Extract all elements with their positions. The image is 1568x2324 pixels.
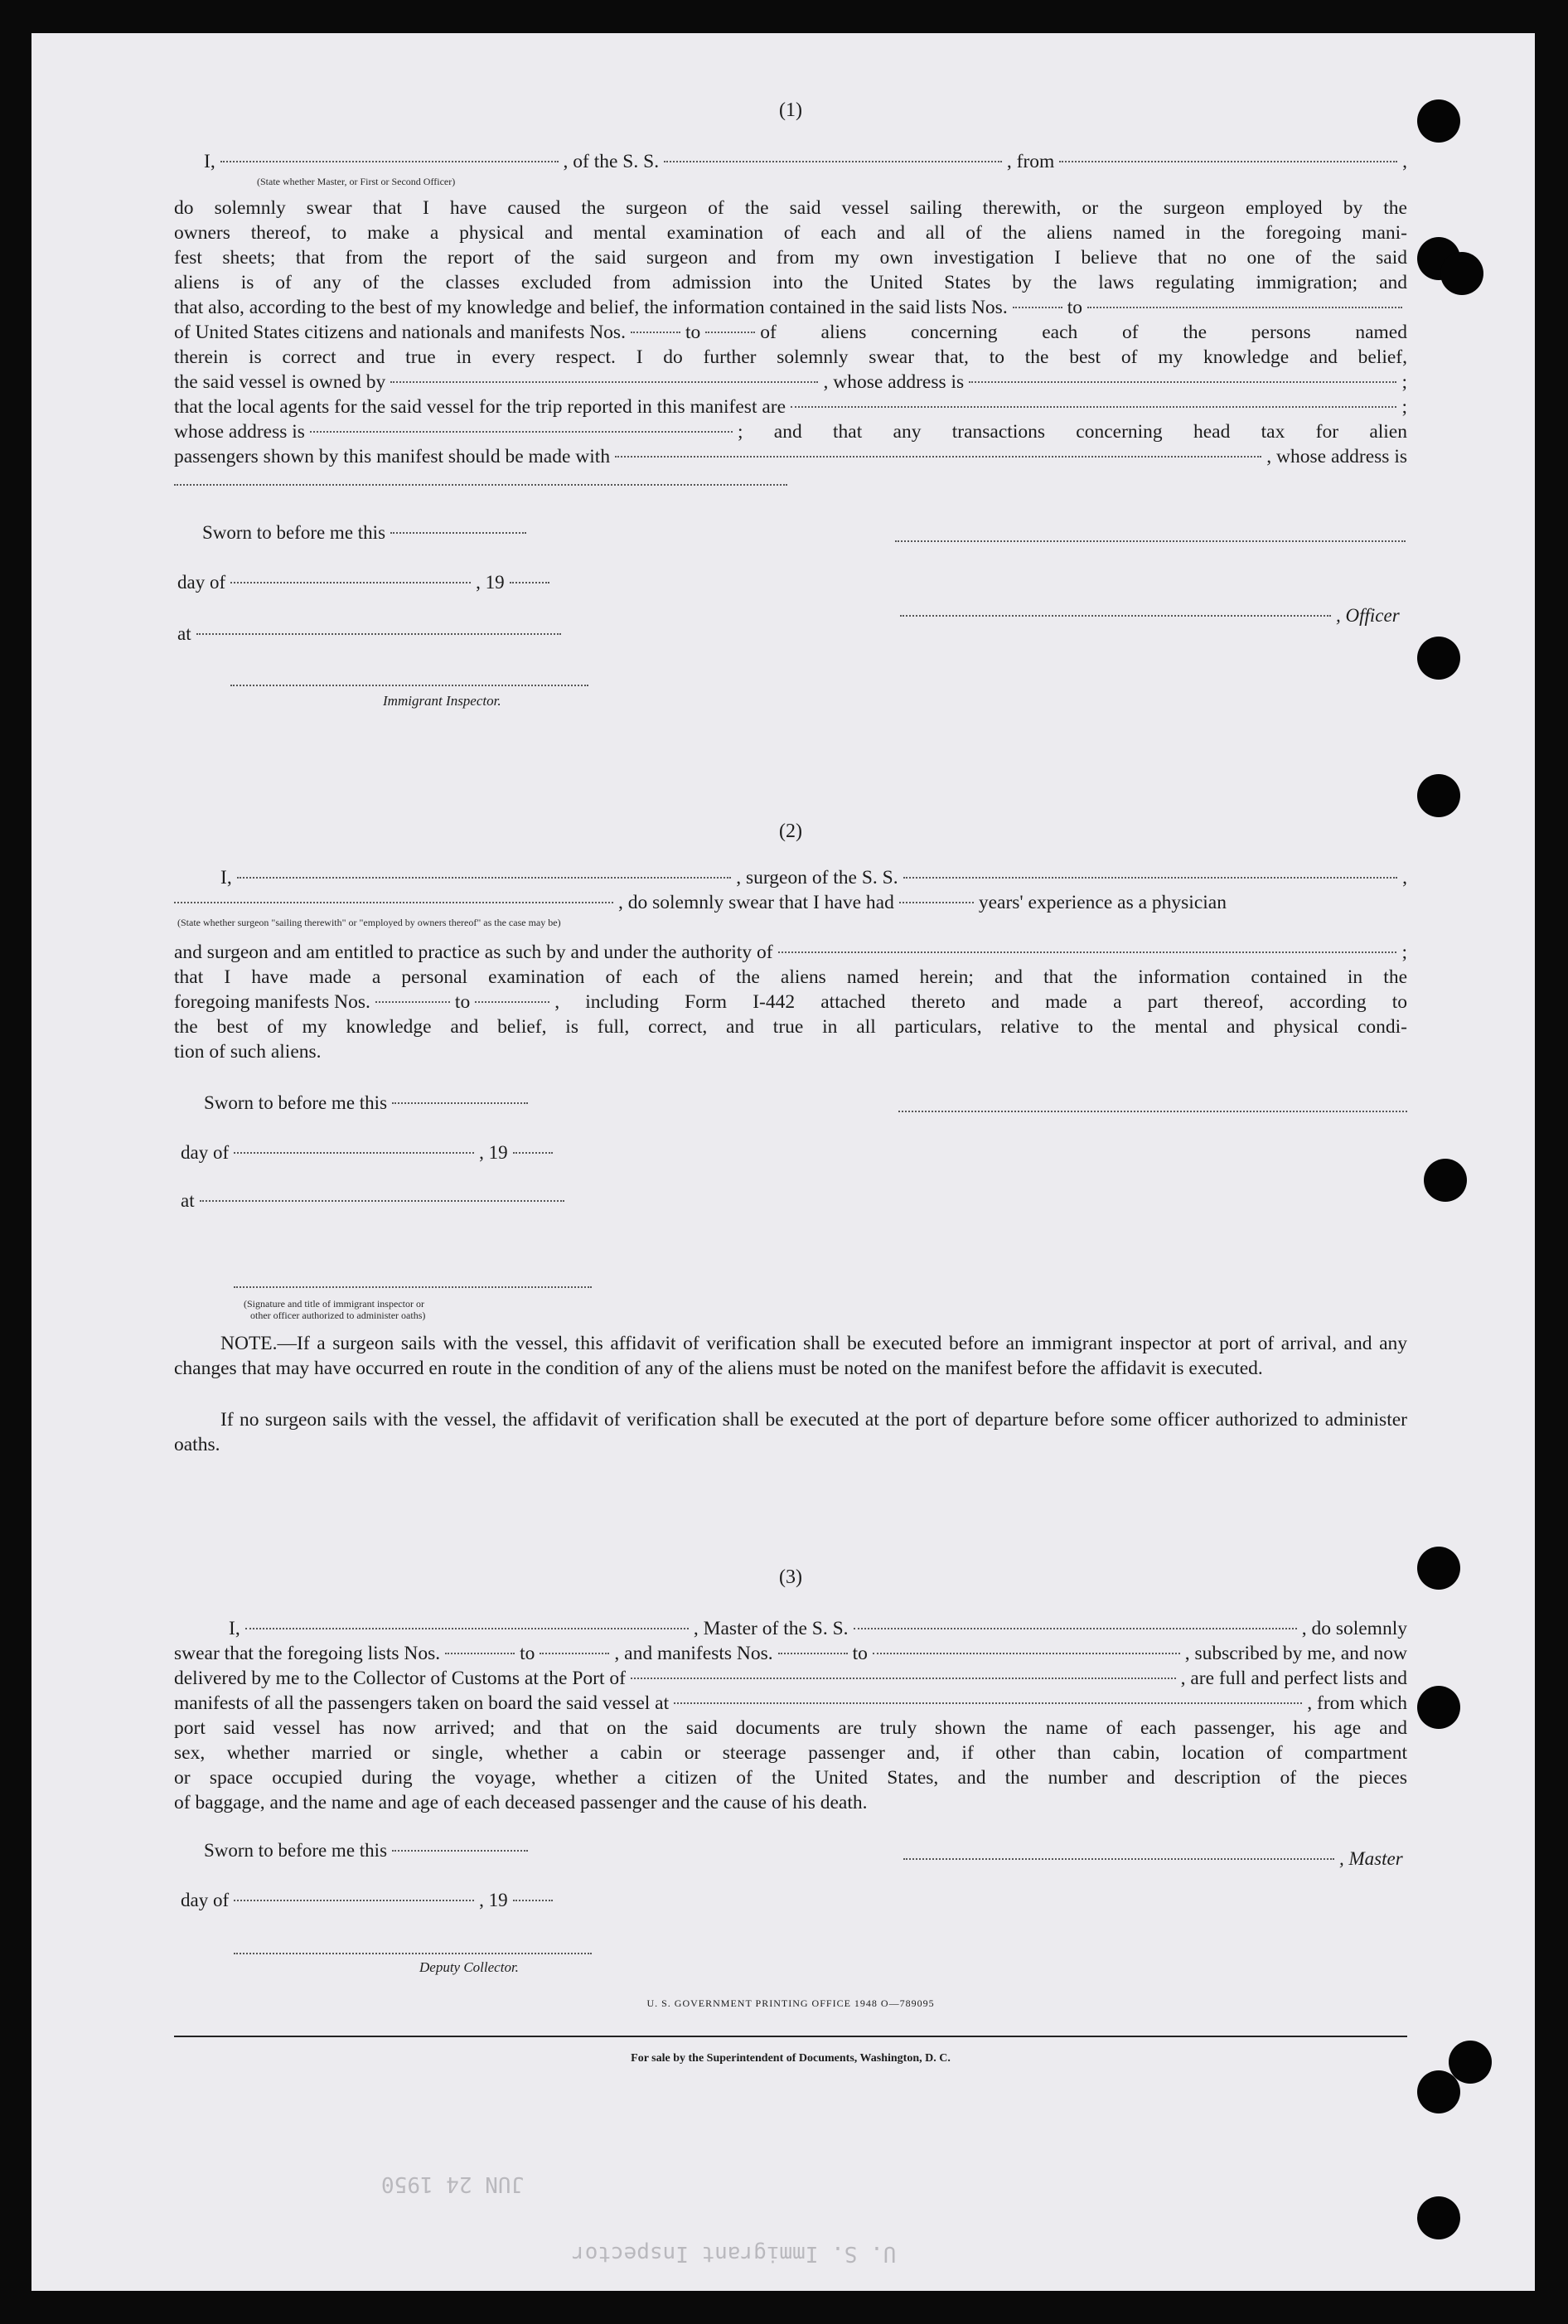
vessel-name-field[interactable] xyxy=(664,161,1002,162)
s3-body-1: port said vessel has now arrived; and that on the said documents are truly shown the name of each passenger, his age and xyxy=(174,1717,1407,1739)
local-agents-field[interactable] xyxy=(791,406,1396,408)
s3-line-1: I, , Master of the S. S. , do solemnly xyxy=(229,1618,1407,1639)
head-tax-address-field[interactable] xyxy=(174,484,787,486)
s1-sworn-date-field[interactable] xyxy=(390,532,526,534)
departure-port-field[interactable] xyxy=(1059,161,1397,162)
s1-line-9: the said vessel is owned by , whose address is ; xyxy=(174,371,1407,393)
s3-master: , Master xyxy=(898,1848,1403,1870)
s2-inspector-signature-field[interactable] xyxy=(234,1286,592,1288)
s3-month-field[interactable] xyxy=(234,1900,474,1901)
punch-hole xyxy=(1440,252,1483,295)
s2-sworn: Sworn to before me this xyxy=(204,1092,533,1114)
s2-year-field[interactable] xyxy=(513,1152,553,1154)
s2-line-2: , do solemnly swear that I have had years' experience as a physician xyxy=(174,890,1407,915)
s1-officer-title-field[interactable] xyxy=(900,615,1331,617)
s3-line-2: swear that the foregoing lists Nos. to , and manifests Nos. to , subscribed by me, and now xyxy=(174,1643,1407,1664)
lists-to-field[interactable] xyxy=(1087,307,1402,308)
officer-rank-field[interactable] xyxy=(220,161,559,162)
sale-notice: For sale by the Superintendent of Documents, Washington, D. C. xyxy=(631,2052,951,2065)
s3-lists-from-field[interactable] xyxy=(445,1653,515,1654)
s2-line-7: tion of such aliens. xyxy=(174,1041,322,1063)
s2-manifests-from-field[interactable] xyxy=(375,1001,450,1003)
punch-hole xyxy=(1417,99,1460,143)
s2-note-2: If no surgeon sails with the vessel, the affidavit of verification shall be executed at the port of departure before some officer authorized to administer oaths. xyxy=(174,1409,1407,1455)
s2-month-field[interactable] xyxy=(234,1152,474,1154)
s3-body-2: sex, whether married or single, whether a cabin or steerage passenger and, if other than cabin, location of compartment xyxy=(174,1742,1407,1764)
inspector-stamp: U. S. Immigrant Inspector xyxy=(572,2241,897,2266)
s2-place-field[interactable] xyxy=(200,1200,564,1202)
s2-line-1: I, , surgeon of the S. S. , xyxy=(220,867,1408,888)
s3-manifests-from-field[interactable] xyxy=(778,1653,848,1654)
section-1-number: (1) xyxy=(779,99,802,121)
s3-lists-to-field[interactable] xyxy=(540,1653,609,1654)
form-page xyxy=(31,33,1535,2291)
s3-year-field[interactable] xyxy=(513,1900,553,1901)
footer-rule xyxy=(174,2036,1407,2037)
s1-line-12: passengers shown by this manifest should be made with , whose address is xyxy=(174,446,1407,467)
s3-master-signature-field[interactable] xyxy=(903,1858,1334,1860)
s1-body-2: owners thereof, to make a physical and mental examination of each and all of the aliens named in the foregoing mani- xyxy=(174,222,1407,244)
s1-officer-signature-field[interactable] xyxy=(895,540,1406,542)
s1-line-11: whose address is ; and that any transactions concerning head tax for alien xyxy=(174,421,1407,443)
vessel-owner-field[interactable] xyxy=(390,381,818,383)
s1-body-3: fest sheets; that from the report of the said surgeon and from my own investigation I believe that no one of the said xyxy=(174,247,1407,269)
punch-hole xyxy=(1424,1159,1467,1202)
s1-inspector-signature-field[interactable] xyxy=(230,685,588,686)
punch-hole xyxy=(1417,1686,1460,1729)
s1-at: at xyxy=(177,623,566,645)
s2-manifests-to-field[interactable] xyxy=(475,1001,549,1003)
years-experience-field[interactable] xyxy=(899,902,974,903)
s3-vessel-field[interactable] xyxy=(854,1628,1297,1629)
s1-body-4: aliens is of any of the classes excluded from admission into the United States by the laws regulating immigration; and xyxy=(174,272,1407,293)
s3-sworn: Sworn to before me this xyxy=(204,1840,533,1862)
s1-place-field[interactable] xyxy=(196,633,561,635)
s3-body-3: or space occupied during the voyage, whether a citizen of the United States, and the number and description of the pieces xyxy=(174,1767,1407,1789)
s3-line-4: manifests of all the passengers taken on board the said vessel at , from which xyxy=(174,1692,1407,1714)
s1-line-7: of United States citizens and nationals and manifests Nos. to of aliens concerning each of the persons named xyxy=(174,322,1407,343)
section-3-number: (3) xyxy=(779,1566,802,1588)
punch-hole xyxy=(1417,2196,1460,2239)
s2-sig-note-2: other officer authorized to administer oaths) xyxy=(250,1310,426,1321)
s2-line-5: foregoing manifests Nos. to , including Form I-442 attached thereto and made a part thereof, according to xyxy=(174,991,1407,1013)
punch-hole xyxy=(1417,637,1460,680)
s1-day: day of , 19 xyxy=(177,572,554,593)
s1-sworn: Sworn to before me this xyxy=(202,522,531,544)
s2-vessel-field[interactable] xyxy=(903,877,1398,879)
manifests-from-field[interactable] xyxy=(631,332,680,333)
punch-hole xyxy=(1417,774,1460,817)
s1-month-field[interactable] xyxy=(230,582,471,583)
s3-sworn-date-field[interactable] xyxy=(392,1850,528,1852)
boarding-port-field[interactable] xyxy=(674,1702,1302,1704)
s1-officer: , Officer xyxy=(895,605,1400,627)
s1-line-10: that the local agents for the said vessel for the trip reported in this manifest are ; xyxy=(174,396,1407,418)
s3-collector-caption: Deputy Collector. xyxy=(419,1959,519,1975)
s2-note-1: NOTE.—If a surgeon sails with the vessel, this affidavit of verification shall be executed before an immigrant inspector at port of arrival, and any changes that may have occurred en route in the condition of any of the aliens must be noted on the manifest before the affidavit is executed. xyxy=(174,1333,1407,1379)
agents-address-field[interactable] xyxy=(310,431,733,433)
s2-line-2-note: (State whether surgeon "sailing therewith" or "employed by owners thereof" as the case may be) xyxy=(177,917,561,928)
punch-hole xyxy=(1417,1547,1460,1590)
s2-at: at xyxy=(181,1190,569,1212)
s1-line-1: I, , of the S. S. , from , xyxy=(204,151,1408,172)
s1-year-field[interactable] xyxy=(510,582,549,583)
s2-line-4: that I have made a personal examination of each of the aliens named herein; and that the information contained in the xyxy=(174,966,1407,988)
s1-line-8: therein is correct and true in every respect. I do further solemnly swear that, to the best of my knowledge and belief, xyxy=(174,346,1407,368)
s2-sig-note-1: (Signature and title of immigrant inspector or xyxy=(244,1298,424,1310)
s2-surgeon-signature-field[interactable] xyxy=(898,1111,1407,1112)
s3-day: day of , 19 xyxy=(181,1890,558,1911)
s2-sworn-date-field[interactable] xyxy=(392,1102,528,1104)
s1-body-1: do solemnly swear that I have caused the surgeon of the said vessel sailing therewith, or the surgeon employed by the xyxy=(174,197,1407,219)
surgeon-name-field[interactable] xyxy=(237,877,732,879)
surgeon-status-field[interactable] xyxy=(174,902,613,903)
owner-address-field[interactable] xyxy=(969,381,1396,383)
punch-hole xyxy=(1417,2070,1460,2113)
master-name-field[interactable] xyxy=(245,1628,689,1629)
practice-authority-field[interactable] xyxy=(778,951,1397,953)
gpo-imprint: U. S. GOVERNMENT PRINTING OFFICE 1948 O—789095 xyxy=(646,1997,935,2009)
s1-line-6: that also, according to the best of my knowledge and belief, the information contained in the said lists Nos. to xyxy=(174,295,1407,320)
s2-day: day of , 19 xyxy=(181,1142,558,1164)
head-tax-party-field[interactable] xyxy=(615,456,1261,458)
s2-line-3: and surgeon and am entitled to practice as such by and under the authority of ; xyxy=(174,942,1407,963)
lists-from-field[interactable] xyxy=(1013,307,1062,308)
section-2-number: (2) xyxy=(779,821,802,842)
s1-line-1-note: (State whether Master, or First or Second Officer) xyxy=(257,176,456,187)
s3-collector-signature-field[interactable] xyxy=(234,1953,592,1954)
manifests-to-field[interactable] xyxy=(705,332,755,333)
s3-line-3: delivered by me to the Collector of Customs at the Port of , are full and perfect lists and xyxy=(174,1668,1407,1689)
date-stamp: JUN 24 1950 xyxy=(381,2171,525,2196)
s3-body-4: of baggage, and the name and age of each deceased passenger and the cause of his death. xyxy=(174,1792,868,1813)
s1-inspector-caption: Immigrant Inspector. xyxy=(383,693,501,709)
s3-manifests-to-field[interactable] xyxy=(873,1653,1180,1654)
s2-line-6: the best of my knowledge and belief, is full, correct, and true in all particulars, relative to the mental and physical condi- xyxy=(174,1016,1407,1038)
customs-port-field[interactable] xyxy=(631,1678,1176,1679)
